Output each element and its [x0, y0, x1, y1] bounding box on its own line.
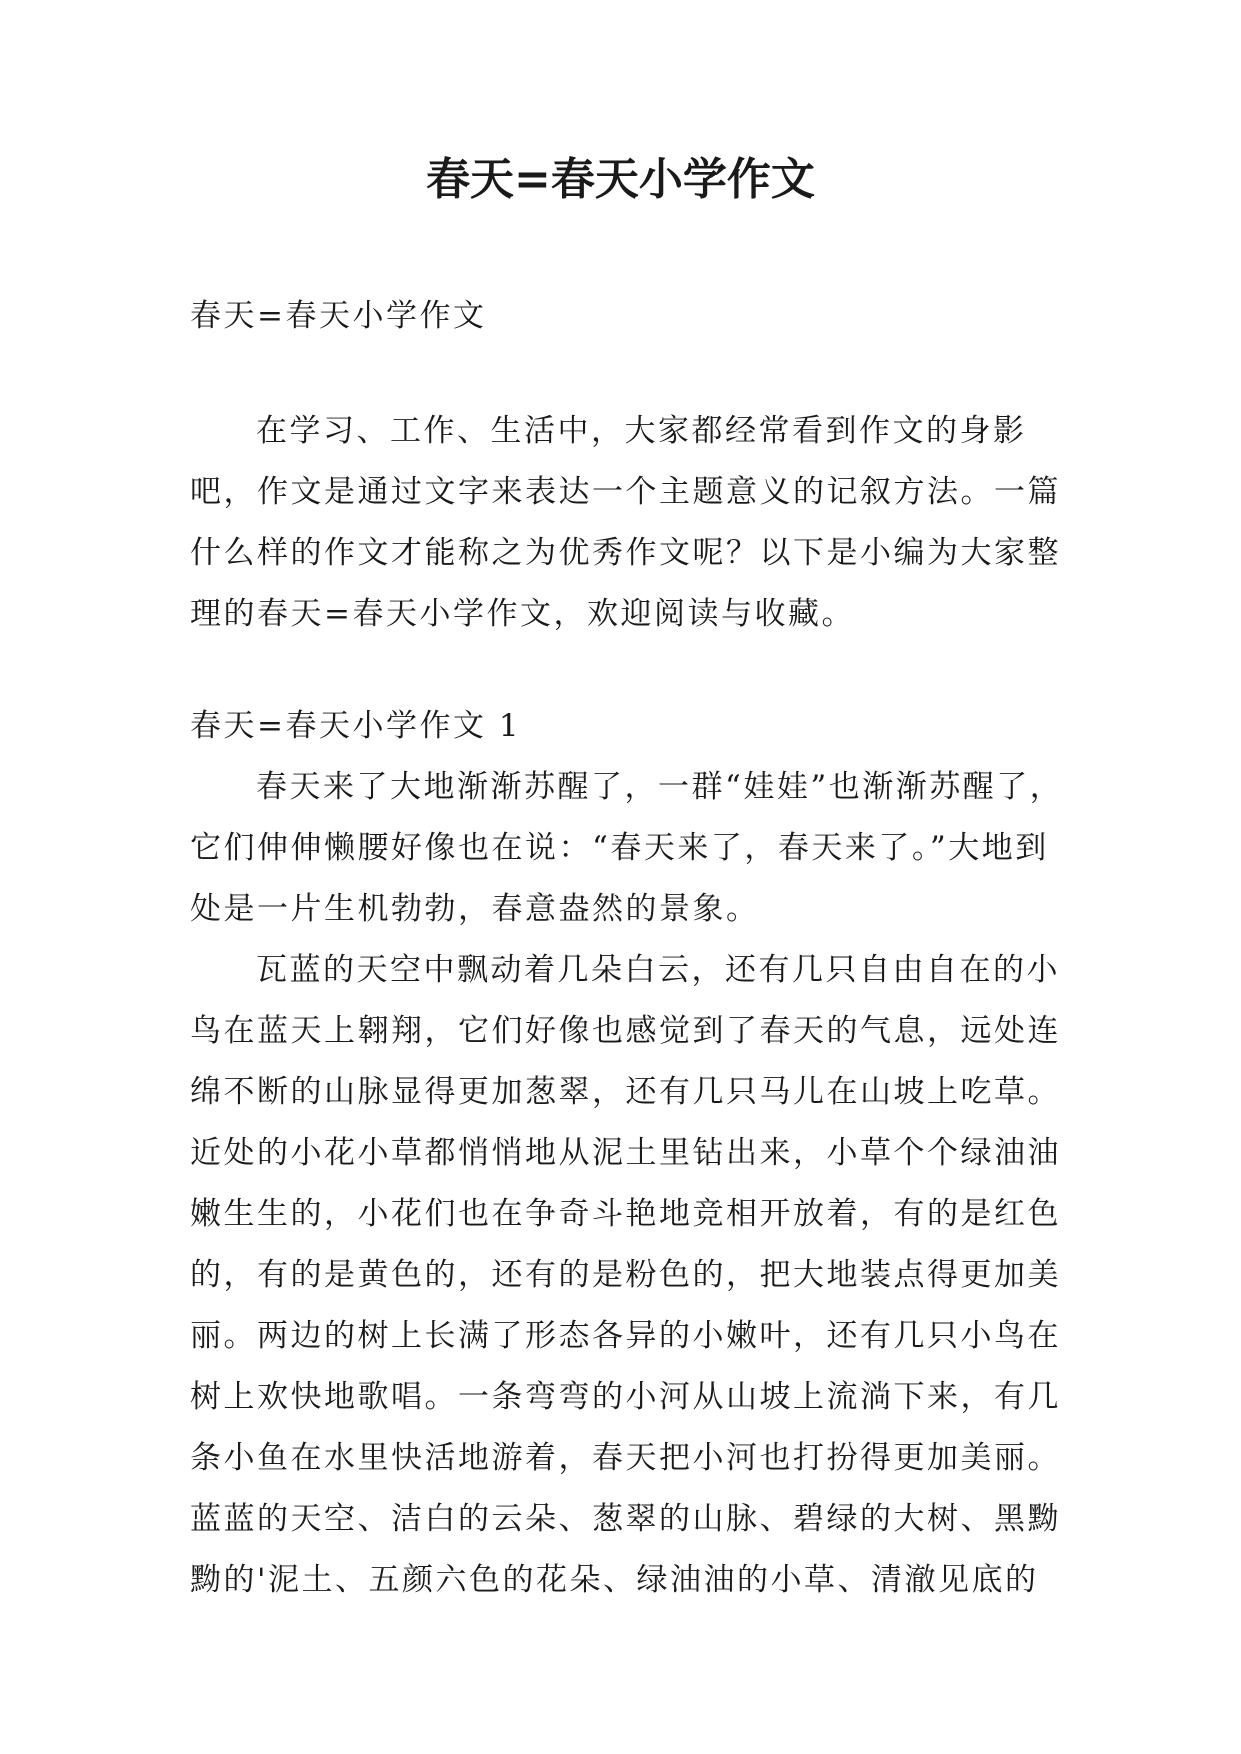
document-title: 春天=春天小学作文 [426, 154, 815, 205]
intro-paragraph: 在学习、工作、生活中，大家都经常看到作文的身影吧，作文是通过文字来表达一个主题意义的记叙方法。一篇什么样的作文才能称之为优秀作文呢？以下是小编为大家整理的春天=春天小学作文，欢迎阅读与收藏。 [190, 413, 1061, 632]
document-subtitle: 春天=春天小学作文 [190, 298, 487, 334]
section-heading: 春天=春天小学作文 1 [190, 708, 522, 744]
body-paragraph: 春天来了大地渐渐苏醒了，一群“娃娃”也渐渐苏醒了，它们伸伸懒腰好像也在说：“春天来了，春天来了。”大地到处是一片生机勃勃，春意盎然的景象。 [190, 769, 1064, 927]
body-paragraph: 瓦蓝的天空中飘动着几朵白云，还有几只自由自在的小鸟在蓝天上翱翔，它们好像也感觉到了春天的气息，远处连绵不断的山脉显得更加葱翠，还有几只马儿在山坡上吃草。近处的小花小草都悄悄地从泥土里钻出来，小草个个绿油油嫩生生的，小花们也在争奇斗艳地竞相开放着，有的是红色的，有的是黄色的，还有的是粉色的，把大地装点得更加美丽。两边的树上长满了形态各异的小嫩叶，还有几只小鸟在树上欢快地歌唱。一条弯弯的小河从山坡上流淌下来，有几条小鱼在水里快活地游着，春天把小河也打扮得更加美丽。蓝蓝的天空、洁白的云朵、葱翠的山脉、碧绿的大树、黑黝黝的'泥土、五颜六色的花朵、绿油油的小草、清澈见底的 [190, 952, 1061, 1598]
